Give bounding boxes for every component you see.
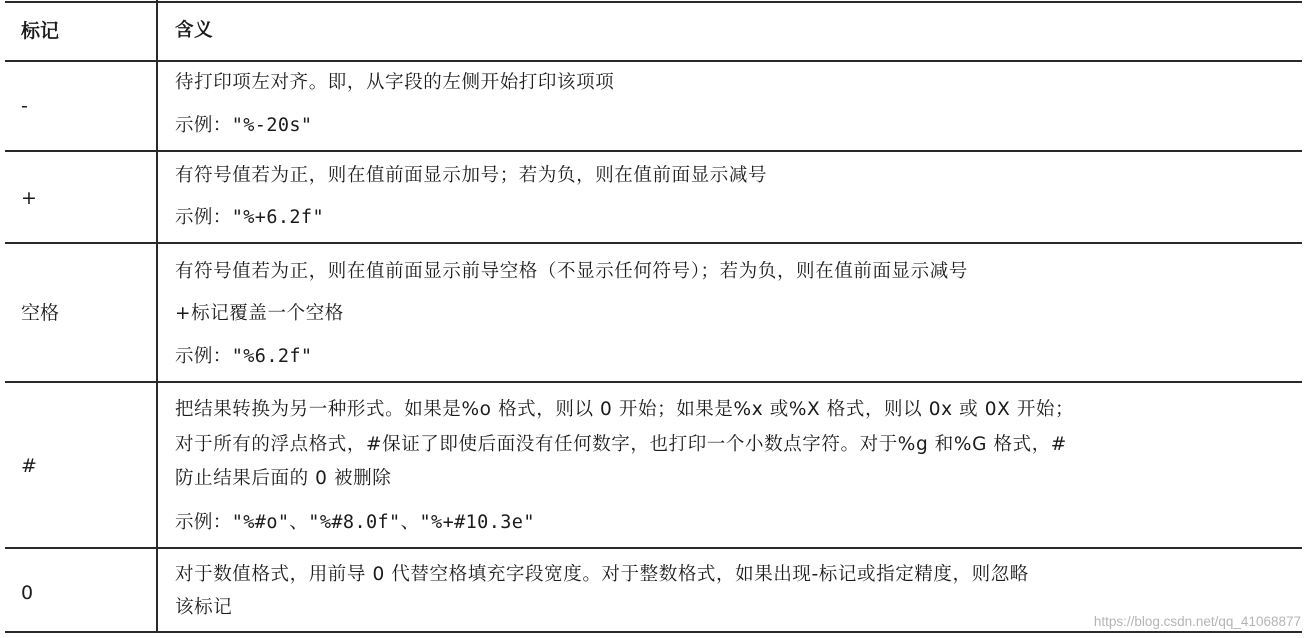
- row-mark: 空格: [21, 302, 60, 324]
- header-meaning: 含义: [175, 20, 214, 41]
- table-bottom-border: [5, 631, 1302, 633]
- row-text: 防止结果后面的 0 被删除: [175, 468, 392, 489]
- row-mark: 0: [21, 582, 34, 604]
- row-text: 对于所有的浮点格式，#保证了即使后面没有任何数字，也打印一个小数点字符。对于%g 和%G 格式，#: [175, 434, 1067, 455]
- row-divider: [5, 381, 1302, 383]
- column-divider: [156, 0, 158, 633]
- watermark-url: https://blog.csdn.net/qq_41068877: [1093, 614, 1301, 629]
- row-example: 示例："%6.2f": [175, 346, 313, 367]
- header-divider: [5, 60, 1302, 62]
- row-text: +标记覆盖一个空格: [175, 303, 344, 324]
- header-mark: 标记: [21, 20, 60, 42]
- row-divider: [5, 242, 1302, 244]
- row-mark: -: [21, 95, 28, 117]
- row-text: 待打印项左对齐。即，从字段的左侧开始打印该项项: [175, 72, 615, 93]
- row-divider: [5, 150, 1302, 152]
- row-example: 示例："%+6.2f": [175, 207, 325, 228]
- row-example: 示例："%-20s": [175, 115, 313, 136]
- row-divider: [5, 547, 1302, 549]
- row-example: 示例："%#o"、"%#8.0f"、"%+#10.3e": [175, 512, 535, 533]
- row-text: 把结果转换为另一种形式。如果是%o 格式，则以 0 开始；如果是%x 或%X 格式，则以 0x 或 0X 开始；: [175, 399, 1075, 420]
- format-flags-table: [5, 0, 1302, 633]
- row-text: 对于数值格式，用前导 0 代替空格填充字段宽度。对于整数格式，如果出现-标记或指定精度，则忽略: [175, 564, 1029, 585]
- row-mark: +: [21, 187, 37, 209]
- row-text: 有符号值若为正，则在值前面显示加号；若为负，则在值前面显示减号: [175, 165, 768, 186]
- row-text: 该标记: [175, 597, 233, 618]
- row-text: 有符号值若为正，则在值前面显示前导空格（不显示任何符号）；若为负，则在值前面显示减号: [175, 261, 968, 282]
- table-top-border: [5, 1, 1302, 3]
- row-mark: #: [21, 455, 37, 477]
